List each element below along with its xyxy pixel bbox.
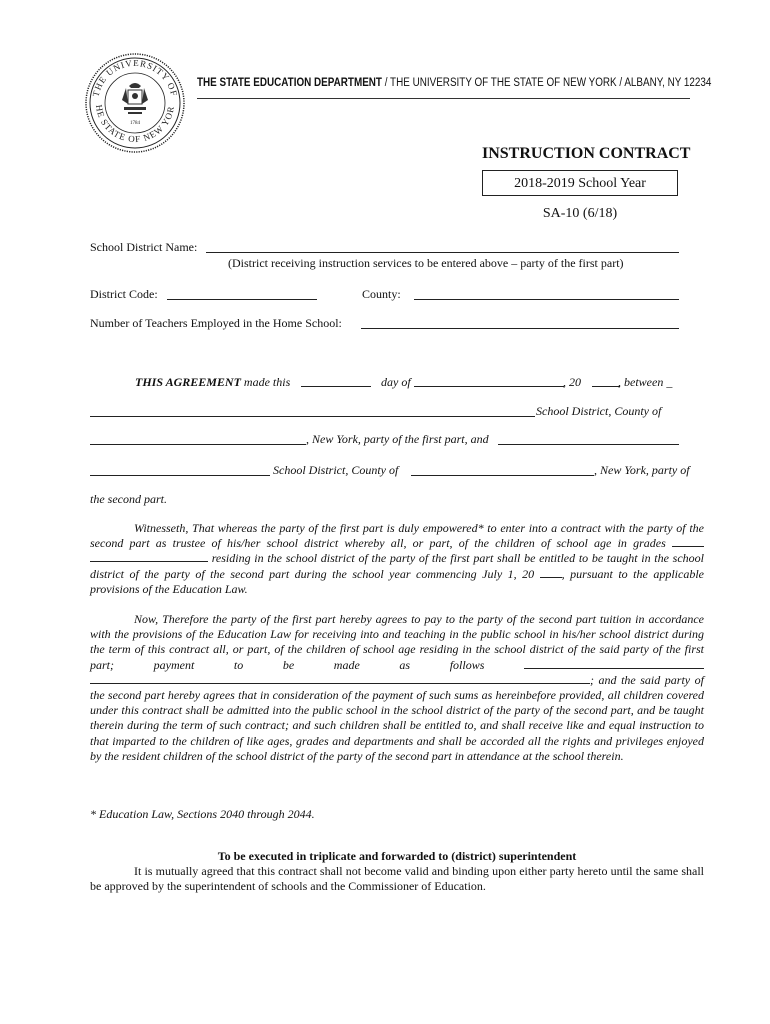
first-party-and-field[interactable] <box>498 444 679 445</box>
payment-terms-field-2[interactable] <box>90 673 590 684</box>
district-name-label: School District Name: <box>90 240 198 254</box>
new-york-party-text: , New York, party of <box>594 463 690 477</box>
svg-text:1784: 1784 <box>130 121 140 126</box>
agreement-line-1 <box>135 375 290 390</box>
agreement-year-field[interactable] <box>592 386 620 387</box>
witnesseth-text-3: , pursuant to the applicable provisions of the Education Law. <box>90 566 704 596</box>
second-party-district-field[interactable] <box>90 416 535 417</box>
first-party-text: , New York, party of the first part, and <box>306 432 489 446</box>
header-divider <box>197 98 690 99</box>
second-part-text: the second part. <box>90 492 167 506</box>
agreement-lead: THIS AGREEMENT <box>135 375 241 389</box>
approval-text: It is mutually agreed that this contract shall not become valid and binding upon either party hereto until the same shall be approved by the superintendent of schools and the Commissioner of Education. <box>90 864 704 894</box>
district-code-field[interactable] <box>167 299 317 300</box>
teachers-field[interactable] <box>361 328 679 329</box>
grades-field[interactable] <box>672 536 704 547</box>
county-label: County: <box>362 287 401 301</box>
made-this-text: made this <box>240 375 291 389</box>
district-code-label: District Code: <box>90 287 158 301</box>
school-year-box: 2018-2019 School Year <box>482 170 678 196</box>
day-of-text: day of <box>381 375 411 389</box>
now-therefore-text-2: ; and the said party of the second part hereby agrees that in consideration of the payment of such sums as hereinbefore provided, all children covered under this contract shall be admitted into the public school in the school district of the party of the second part, and be taught therein during the term of such contract; and such children shall be entitled to, and shall receive like and equal instruction to that imparted to the children of like ages, grades and departments and shall be accorded all the rights and privileges enjoyed by the resident children of the school district of the party of the second part in attendance at the school therein. <box>90 672 704 763</box>
district-name-note: (District receiving instruction services to be entered above – party of the first part) <box>228 256 624 270</box>
state-seal-logo <box>84 52 186 154</box>
teachers-label: Number of Teachers Employed in the Home School: <box>90 316 342 330</box>
party-county-field[interactable] <box>411 475 594 476</box>
now-therefore-paragraph <box>90 612 704 764</box>
witnesseth-paragraph <box>90 521 704 597</box>
svg-text:THE UNIVERSITY OF: THE UNIVERSITY OF <box>90 57 180 98</box>
footnote: * Education Law, Sections 2040 through 2044. <box>90 807 315 821</box>
agency-header <box>197 77 711 89</box>
second-party-county-field[interactable] <box>90 444 306 445</box>
school-district-county-text-2: School District, County of <box>273 463 399 477</box>
agency-address: / THE UNIVERSITY OF THE STATE OF NEW YORK / ALBANY, NY 12234 <box>381 77 712 89</box>
grades-field-2[interactable] <box>90 551 208 562</box>
agency-name: THE STATE EDUCATION DEPARTMENT <box>197 77 382 89</box>
commencing-year-field[interactable] <box>540 567 562 578</box>
school-district-county-text: School District, County of <box>536 404 662 418</box>
party-district-field[interactable] <box>90 475 270 476</box>
year-prefix-text: , 20 <box>563 375 581 389</box>
approval-paragraph <box>90 864 704 894</box>
between-text: , between _ <box>618 375 673 389</box>
form-number: SA-10 (6/18) <box>542 206 618 221</box>
svg-text:THE STATE OF NEW YORK: HE STATE OF NEW YOR <box>93 104 176 145</box>
agreement-month-field[interactable] <box>414 386 564 387</box>
county-field[interactable] <box>414 299 679 300</box>
execution-instruction: To be executed in triplicate and forwarded to (district) superintendent <box>217 849 577 863</box>
document-title: INSTRUCTION CONTRACT <box>482 145 691 162</box>
payment-terms-field[interactable] <box>524 658 704 669</box>
district-name-field[interactable] <box>206 252 679 253</box>
now-therefore-text-1: Now, Therefore the party of the first part hereby agrees to pay to the party of the second part tuition in accordance with the provisions of the Education Law for receiving into and teaching in the public school in his/her school district during the term of this contract all, or part, of the children of school age residing in the school district of the said party of the first part; payment to be made as follows <box>90 612 704 672</box>
agreement-day-field[interactable] <box>301 386 371 387</box>
witnesseth-text-2: residing in the school district of the party of the first part shall be entitled to be taught in the school district of the party of the second part during the school year commencing July 1, 20 <box>90 551 704 581</box>
witnesseth-text-1: Witnesseth, That whereas the party of the first part is duly empowered* to enter into a contract with the party of the second part as trustee of his/her school district whereby all, or part, of the children of school age in grades <box>90 521 704 551</box>
